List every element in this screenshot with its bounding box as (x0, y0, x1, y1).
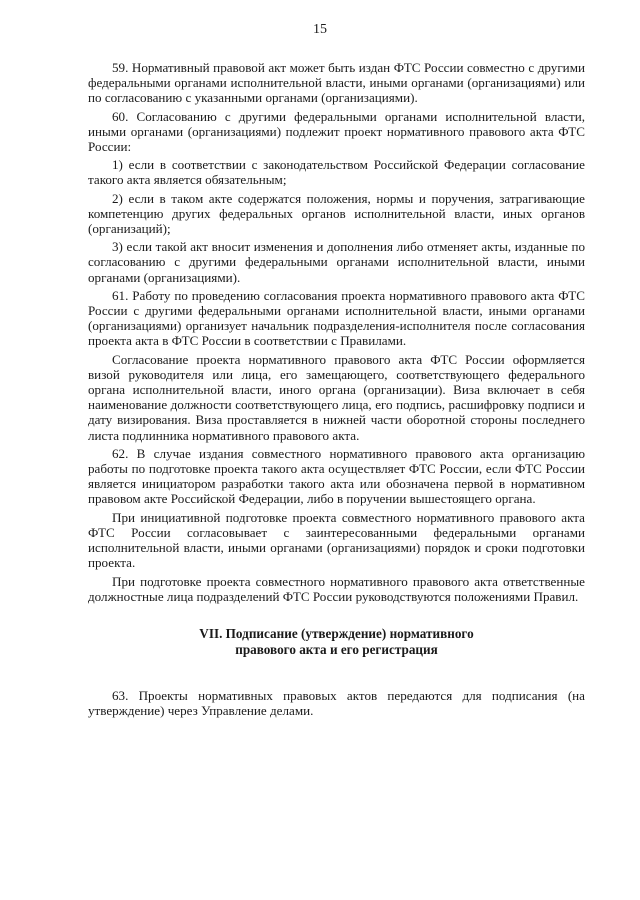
paragraph-60: 60. Согласованию с другими федеральными органами исполнительной власти, иными органами (организациями) подлежит проект нормативного правового акта ФТС России: (88, 108, 585, 155)
section-heading-line-2: правового акта и его регистрация (235, 641, 438, 657)
section-heading-line-1: VII. Подписание (утверждение) нормативного (199, 625, 474, 641)
paragraph-60-item-2: 2) если в таком акте содержатся положения, нормы и поручения, затрагивающие компетенцию других федеральных органов исполнительной власти, иных органов (организаций); (88, 190, 585, 237)
paragraph-62: 62. В случае издания совместного нормативного правового акта организацию работы по подготовке проекта такого акта осуществляет ФТС России, если ФТС России является инициатором разработки такого акта или обозначена первой в нормативном правовом акте Российской Федерации, либо в поручении вышестоящего органа. (88, 445, 585, 507)
section-heading (88, 626, 585, 658)
paragraph-60-item-3: 3) если такой акт вносит изменения и дополнения либо отменяет акты, изданные по согласованию с другими федеральными органами исполнительной власти, иными органами (организациями). (88, 239, 585, 285)
paragraph-61-visa: Согласование проекта нормативного правового акта ФТС России оформляется визой руководителя или лица, его замещающего, соответствующего федерального органа исполнительной власти, иного органа (организации). Виза включает в себя наименование должности соответствующего лица, его подпись, расшифровку подписи и дату визирования. Виза проставляется в нижней части оборотной стороны последнего листа подлинника нормативного правового акта. (88, 351, 585, 443)
paragraph-59: 59. Нормативный правовой акт может быть издан ФТС России совместно с другими федеральными органами исполнительной власти, иными органами (организациями) или по согласованию с указанными органами (организациями). (88, 60, 585, 106)
paragraph-60-item-1: 1) если в соответствии с законодательством Российской Федерации согласование такого акта является обязательным; (88, 157, 585, 188)
document-body (88, 60, 585, 721)
paragraph-62-initiative: При инициативной подготовке проекта совместного нормативного правового акта ФТС России согласовывает с заинтересованными федеральными органами исполнительной власти, иными органами (организациями) порядок и сроки подготовки проекта. (88, 509, 585, 571)
paragraph-62-preparation: При подготовке проекта совместного нормативного правового акта ответственные должностные лица подразделений ФТС России руководствуются положениями Правил. (88, 573, 585, 604)
paragraph-63: 63. Проекты нормативных правовых актов передаются для подписания (на утверждение) через Управление делами. (88, 687, 585, 719)
page-number: 15 (313, 22, 327, 37)
paragraph-61: 61. Работу по проведению согласования проекта нормативного правового акта ФТС России с другими федеральными органами исполнительной власти, иными органами (организациями) организует начальник подразделения-исполнителя после согласования проекта акта в ФТС России в соответствии с Правилами. (88, 287, 585, 349)
